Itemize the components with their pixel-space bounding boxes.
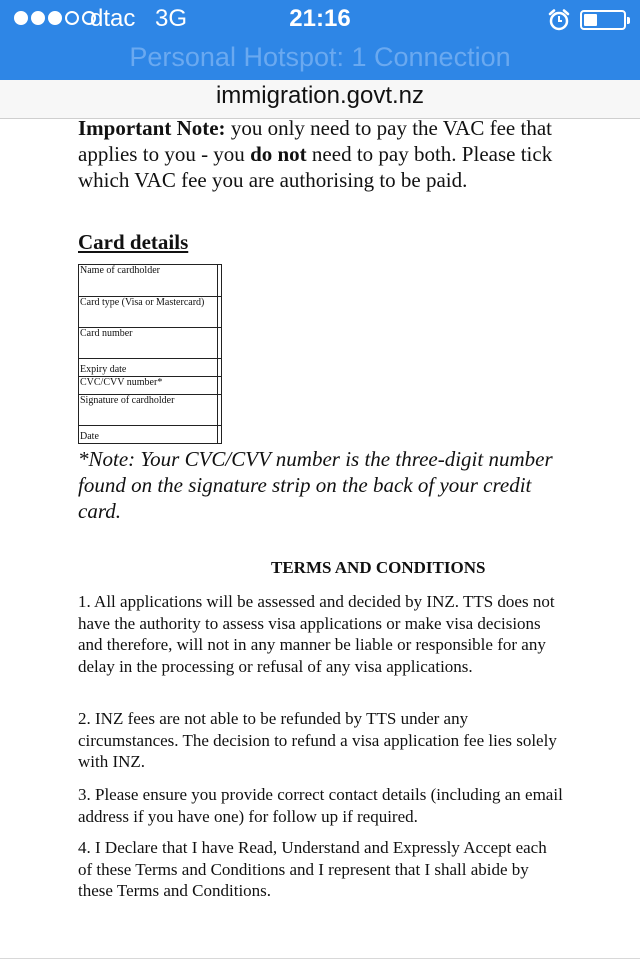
important-note-text-2: need to pay both. Please tick which VAC fee you are authorising to be paid.: [78, 142, 553, 192]
card-field-value[interactable]: [218, 377, 222, 395]
terms-item: 2. INZ fees are not able to be refunded by TTS under any circumstances. The decision to refund a visa application fee lies solely with INZ.: [78, 709, 557, 771]
card-field-value[interactable]: [218, 395, 222, 426]
card-field-value[interactable]: [218, 265, 222, 297]
card-field-label: CVC/CVV number*: [79, 377, 218, 395]
status-bar: [0, 0, 640, 80]
status-time: 21:16: [289, 5, 351, 32]
battery-icon: [580, 10, 626, 30]
card-field-label: Card number: [79, 328, 218, 359]
terms-item: 4. I Declare that I have Read, Understand and Expressly Accept each of these Terms and Conditions and I represent that I shall abide by these Terms and Conditions.: [78, 838, 547, 900]
card-details-table: [78, 264, 222, 444]
important-note-label: Important Note:: [78, 116, 226, 140]
cvc-note: *Note: Your CVC/CVV number is the three-digit number found on the signature strip on the back of your credit card.: [78, 447, 553, 523]
network-type: 3G: [155, 5, 188, 32]
card-field-label: Card type (Visa or Mastercard): [79, 297, 218, 328]
card-field-value[interactable]: [218, 328, 222, 359]
hotspot-banner[interactable]: Personal Hotspot: 1 Connection: [129, 42, 511, 72]
alarm-clock-icon: [548, 9, 570, 31]
card-field-value[interactable]: [218, 297, 222, 328]
important-note-text-1: you only need to pay the VAC fee that applies to you - you: [78, 116, 552, 166]
card-details-title: Card details: [78, 230, 189, 254]
important-note: [78, 115, 558, 193]
terms-item: 3. Please ensure you provide correct contact details (including an email address if you have one) for follow up if required.: [78, 785, 563, 826]
card-field-value[interactable]: [218, 359, 222, 377]
card-field-label: Signature of cardholder: [79, 395, 218, 426]
card-field-label: Expiry date: [79, 359, 218, 377]
card-field-value[interactable]: [218, 426, 222, 444]
terms-item: 1. All applications will be assessed and decided by INZ. TTS does not have the authority to assess visa applications or make visa decisions and therefore, will not in any manner be liable or responsible for any delay in the processing or refusal of any visa applications.: [78, 592, 555, 676]
important-note-emphasis: do not: [250, 142, 307, 166]
card-field-label: Date: [79, 426, 218, 444]
carrier-name: dtac: [90, 5, 136, 32]
page-divider: [0, 958, 640, 959]
address-bar[interactable]: [0, 80, 640, 119]
battery-level: [584, 14, 597, 26]
terms-title: TERMS AND CONDITIONS: [271, 558, 486, 577]
card-field-label: Name of cardholder: [79, 265, 218, 297]
url-text[interactable]: immigration.govt.nz: [215, 82, 425, 109]
